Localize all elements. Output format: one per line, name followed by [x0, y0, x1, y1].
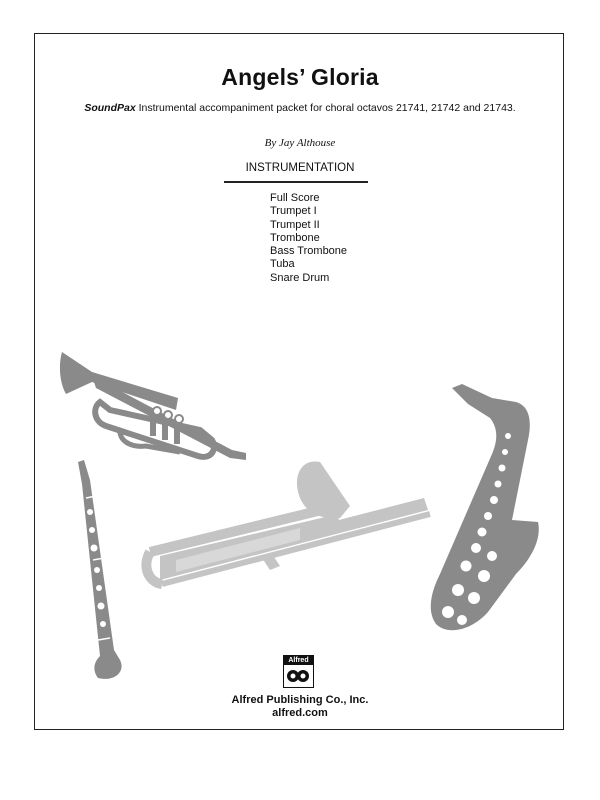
byline: By Jay Althouse — [264, 137, 336, 149]
list-item: Trumpet II — [270, 218, 320, 231]
saxophone-illustration — [431, 384, 539, 630]
list-item: Trumpet I — [270, 205, 317, 218]
list-item: Bass Trombone — [270, 245, 348, 258]
subtitle-brand: SoundPax — [84, 102, 136, 114]
logo-text: Alfred — [284, 656, 313, 665]
publisher-url[interactable]: alfred.com — [272, 707, 328, 719]
alfred-logo — [283, 655, 314, 688]
title: Angels’ Gloria — [221, 64, 379, 90]
trumpet-illustration — [60, 352, 246, 460]
trombone-illustration — [146, 461, 430, 584]
logo-emblem-icon — [284, 665, 312, 686]
instrumentation-heading: INSTRUMENTATION — [245, 162, 355, 174]
publisher-block — [0, 694, 600, 720]
publisher-name: Alfred Publishing Co., Inc. — [231, 694, 369, 706]
list-item: Tuba — [270, 258, 295, 271]
list-item: Full Score — [270, 192, 320, 204]
list-item: Snare Drum — [270, 271, 330, 284]
clarinet-illustration — [78, 460, 122, 679]
list-item: Trombone — [270, 231, 320, 244]
subtitle-text: Instrumental accompaniment packet for choral octavos 21741, 21742 and 21743. — [135, 102, 516, 114]
